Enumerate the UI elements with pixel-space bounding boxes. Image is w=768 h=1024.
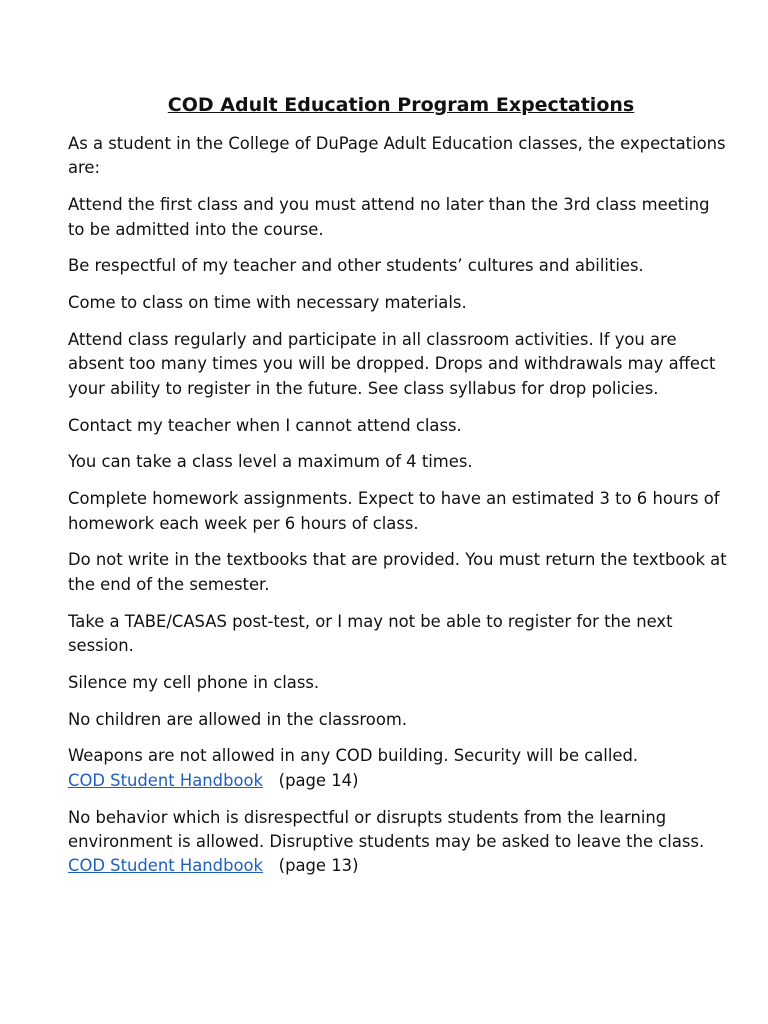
page-ref-spacer — [263, 856, 279, 875]
page-title: COD Adult Education Program Expectations — [167, 94, 635, 116]
student-handbook-link[interactable]: COD Student Handbook — [68, 856, 264, 876]
page-ref-spacer — [263, 771, 279, 790]
expectation-item: Complete homework assignments. Expect to have an estimated 3 to 6 hours of homework each week per 6 hours of class. — [68, 489, 720, 533]
expectation-item: Attend the first class and you must attend no later than the 3rd class meeting to be admitted into the course. — [68, 195, 710, 239]
page-reference: (page 13) — [278, 856, 359, 876]
expectation-item: No children are allowed in the classroom. — [68, 709, 408, 729]
weapons-paragraph — [68, 744, 728, 793]
expectation-item: You can take a class level a maximum of 4 times. — [68, 452, 473, 472]
expectation-item: Come to class on time with necessary materials. — [68, 293, 467, 313]
page-reference: (page 14) — [278, 770, 359, 790]
expectation-item: Contact my teacher when I cannot attend class. — [68, 415, 462, 435]
document-page — [68, 92, 728, 891]
expectation-item: Silence my cell phone in class. — [68, 672, 320, 692]
expectation-item: Attend class regularly and participate in all classroom activities. If you are absent too many times you will be dropped. Drops and withdrawals may affect your ability to register in the future. See class syllabus for drop policies. — [68, 330, 716, 398]
intro-paragraph: As a student in the College of DuPage Adult Education classes, the expectations are: — [68, 134, 726, 178]
expectation-item: Do not write in the textbooks that are provided. You must return the textbook at the end of the semester. — [68, 550, 727, 594]
behavior-paragraph — [68, 806, 728, 879]
weapons-text: Weapons are not allowed in any COD building. Security will be called. — [68, 746, 639, 766]
behavior-text: No behavior which is disrespectful or disrupts students from the learning environment is allowed. Disruptive students may be asked to leave the class. — [68, 807, 705, 852]
expectation-item: Take a TABE/CASAS post-test, or I may not be able to register for the next session. — [68, 611, 673, 656]
expectation-item: Be respectful of my teacher and other students’ cultures and abilities. — [68, 256, 644, 276]
student-handbook-link[interactable]: COD Student Handbook — [68, 770, 264, 790]
